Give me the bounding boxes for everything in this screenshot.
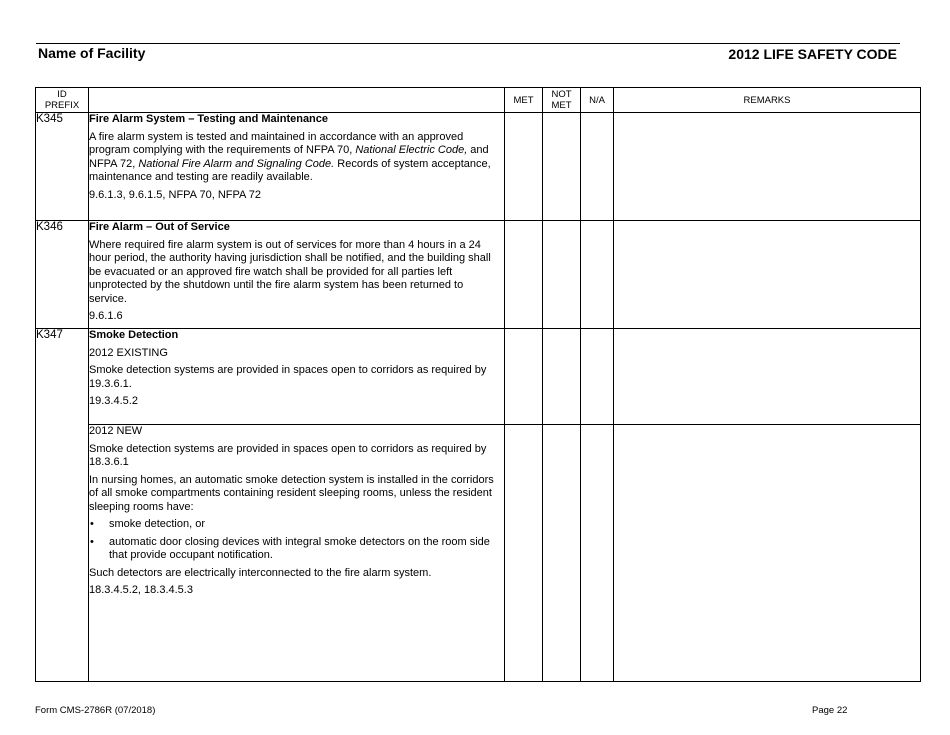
survey-table — [35, 87, 921, 682]
row-id: K347 — [36, 329, 89, 425]
row-body: In nursing homes, an automatic smoke detection system is installed in the corridors of all smoke compartments containing resident sleeping rooms, unless the resident sleeping rooms have: — [89, 473, 494, 513]
na-cell[interactable] — [581, 221, 614, 329]
na-cell[interactable] — [581, 113, 614, 221]
table-row — [36, 113, 921, 221]
body-text-italic: National Electric Code, — [355, 144, 468, 156]
col-not-met-line2: MET — [551, 100, 572, 111]
form-number: Form CMS-2786R (07/2018) — [35, 705, 156, 716]
row-body — [89, 131, 504, 185]
body-text: and NFPA 72, — [89, 144, 489, 170]
row-id: K346 — [36, 221, 89, 329]
row-title: Fire Alarm System – Testing and Maintenance — [89, 113, 329, 125]
col-na: N/A — [581, 88, 614, 113]
table-row — [36, 425, 921, 682]
body-text: A fire alarm system is tested and maintained in accordance with an approved program complying with the requirements of NFPA 70, — [89, 130, 464, 156]
met-cell[interactable] — [505, 221, 543, 329]
not-met-cell[interactable] — [543, 221, 581, 329]
remarks-cell[interactable] — [614, 221, 921, 329]
row-reference: 18.3.4.5.2, 18.3.4.5.3 — [89, 584, 193, 596]
section-label: 2012 EXISTING — [89, 346, 168, 359]
row-description — [89, 329, 505, 425]
col-id-line1: ID — [57, 89, 67, 100]
facility-name-label: Name of Facility — [38, 45, 146, 61]
remarks-cell[interactable] — [614, 113, 921, 221]
header-rule — [36, 43, 900, 44]
list-item: • automatic door closing devices with integral smoke detectors on the room side that provide occupant notification. — [89, 536, 504, 563]
row-reference: 9.6.1.6 — [89, 310, 123, 322]
code-title: 2012 LIFE SAFETY CODE — [728, 46, 897, 62]
section-label: 2012 NEW — [89, 425, 143, 437]
na-cell[interactable] — [581, 425, 614, 682]
row-reference: 19.3.4.5.2 — [89, 395, 138, 407]
table-row — [36, 221, 921, 329]
remarks-cell[interactable] — [614, 329, 921, 425]
not-met-cell[interactable] — [543, 113, 581, 221]
page-number: Page 22 — [812, 705, 848, 716]
table-row — [36, 329, 921, 425]
met-cell[interactable] — [505, 329, 543, 425]
na-cell[interactable] — [581, 329, 614, 425]
col-remarks: REMARKS — [614, 88, 921, 113]
not-met-cell[interactable] — [543, 329, 581, 425]
col-met: MET — [505, 88, 543, 113]
row-body: Smoke detection systems are provided in spaces open to corridors as required by 18.3.6.1 — [89, 442, 487, 468]
row-title: Smoke Detection — [89, 329, 179, 341]
row-description — [89, 221, 505, 329]
col-not-met-line1: NOT — [551, 89, 572, 100]
row-description — [89, 113, 505, 221]
row-title: Fire Alarm – Out of Service — [89, 221, 230, 233]
table-header-row — [36, 88, 921, 113]
col-description — [89, 88, 505, 113]
not-met-cell[interactable] — [543, 425, 581, 682]
row-reference: 9.6.1.3, 9.6.1.5, NFPA 70, NFPA 72 — [89, 188, 262, 201]
row-id: K345 — [36, 113, 89, 221]
row-body: Where required fire alarm system is out of services for more than 4 hours in a 24 hour period, the authority having jurisdiction shall be notified, and the building shall be evacuated or an approved fire watch shall be provided for all parties left unprotected by the shutdown until the fire alarm system has been returned to service. — [89, 238, 491, 305]
row-body: Smoke detection systems are provided in spaces open to corridors as required by 19.3.6.1. — [89, 364, 487, 390]
col-not-met — [543, 88, 581, 113]
row-description — [89, 425, 505, 682]
met-cell[interactable] — [505, 425, 543, 682]
row-body: Such detectors are electrically interconnected to the fire alarm system. — [89, 566, 432, 579]
col-id-prefix — [36, 88, 89, 113]
list-item: • smoke detection, or — [89, 518, 504, 532]
remarks-cell[interactable] — [614, 425, 921, 682]
body-text-italic: National Fire Alarm and Signaling Code. — [138, 157, 335, 170]
body-text: Records of system acceptance, maintenance and testing are readily available. — [89, 157, 491, 183]
row-id-continued — [36, 425, 89, 682]
col-id-line2: PREFIX — [44, 100, 80, 111]
met-cell[interactable] — [505, 113, 543, 221]
requirement-list — [89, 518, 504, 563]
